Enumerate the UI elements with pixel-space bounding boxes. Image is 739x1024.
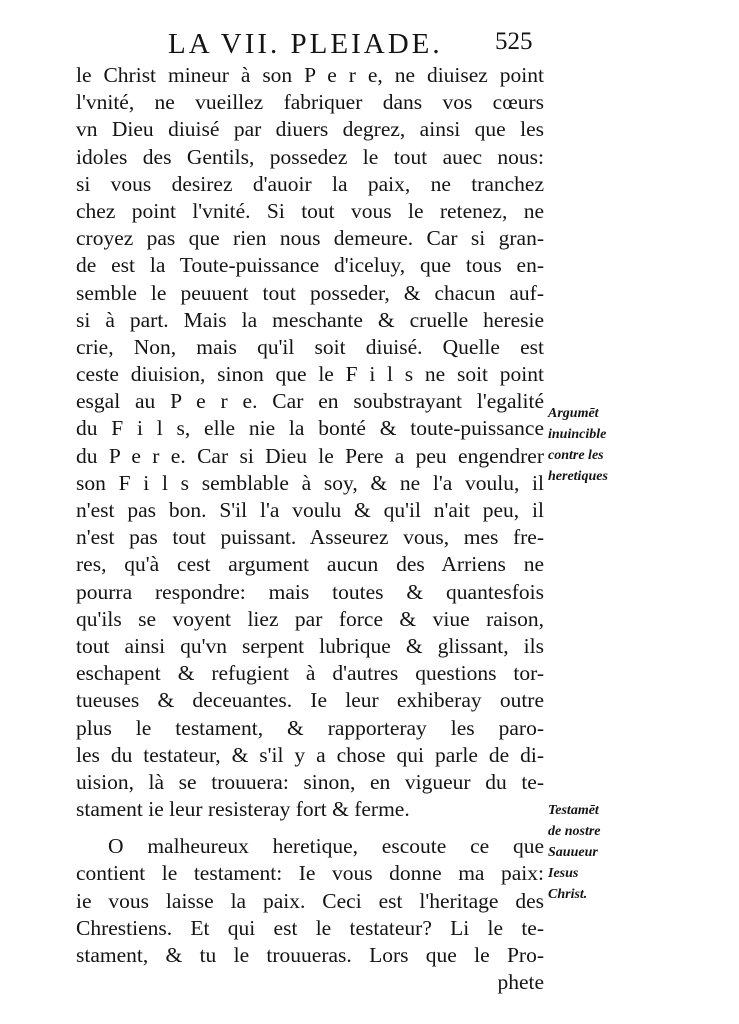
margin-note-line: Sauueur [548,845,598,860]
text-line: son F i l s semblable à soy, & ne l'a voulu, il [76,470,544,495]
text-line: de est la Toute-puissance d'iceluy, que tous en- [76,253,544,278]
text-line: stament ie leur resisteray fort & ferme. [76,797,410,822]
paragraph-opening-line: O malheureux heretique, escoute ce que [108,834,544,859]
text-line: res, qu'à cest argument aucun des Arriens ne [76,552,544,577]
margin-note-argument [548,403,638,487]
margin-note-line: heretiques [548,469,608,484]
catchword: phete [497,970,544,995]
text-line: chez point l'vnité. Si tout vous le retenez, ne [76,198,544,223]
running-head [0,28,739,62]
text-line: pourra respondre: mais toutes & quantesfois [76,579,544,604]
text-line: crie, Non, mais qu'il soit diuisé. Quelle est [76,334,544,359]
text-line: eschapent & refugient à d'autres questions tor- [76,661,544,686]
page-number: 525 [495,28,533,55]
margin-note-line: Argumēt [548,406,599,421]
running-head-title: LA VII. PLEIADE. [168,28,443,60]
margin-note-line: Testamēt [548,803,599,818]
text-line: uision, là se trouuera: sinon, en vigueur du te- [76,769,544,794]
text-line: Chrestiens. Et qui est le testateur? Li le te- [76,915,544,940]
text-line: du F i l s, elle nie la bonté & toute-puissance [76,416,544,441]
text-line: vn Dieu diuisé par diuers degrez, ainsi que les [76,117,544,142]
text-line: si à part. Mais la meschante & cruelle heresie [76,307,544,332]
text-line: croyez pas que rien nous demeure. Car si gran- [76,226,544,251]
text-line: esgal au P e r e. Car en soubstrayant l'egalité [76,389,544,414]
margin-note-line: Christ. [548,887,588,902]
text-line: n'est pas tout puissant. Asseurez vous, mes fre- [76,525,544,550]
text-line: plus le testament, & rapporteray les paro- [76,715,544,740]
text-line: tout ainsi qu'vn serpent lubrique & glissant, ils [76,633,544,658]
text-line: idoles des Gentils, possedez le tout auec nous: [76,144,544,169]
text-line: le Christ mineur à son P e r e, ne diuisez point [76,63,544,87]
text-line: du P e r e. Car si Dieu le Pere a peu engendrer [76,443,544,468]
text-line: n'est pas bon. S'il l'a voulu & qu'il n'ait peu, il [76,498,544,522]
margin-note-line: inuincible [548,427,607,442]
text-line: ceste diuision, sinon que le F i l s ne soit point [76,362,544,387]
text-line: les du testateur, & s'il y a chose qui parle de di- [76,742,544,767]
margin-note-line: de nostre [548,824,601,839]
text-line: si vous desirez d'auoir la paix, ne tranchez [76,171,544,196]
text-line: stament, & tu le trouueras. Lors que le Pro- [76,943,544,967]
text-line: l'vnité, ne vueillez fabriquer dans vos cœurs [76,90,544,115]
margin-note-line: contre les [548,448,604,463]
body-text [76,62,544,996]
text-line: qu'ils se voyent liez par force & viue raison, [76,606,544,631]
text-line: ie vous laisse la paix. Ceci est l'heritage des [76,888,544,913]
margin-note-line: Iesus [548,866,579,881]
text-line: semble le peuuent tout posseder, & chacun auf- [76,280,544,305]
margin-note-testament [548,800,638,905]
text-line: tueuses & deceuantes. Ie leur exhiberay outre [76,688,544,713]
text-line: contient le testament: Ie vous donne ma paix: [76,861,544,886]
